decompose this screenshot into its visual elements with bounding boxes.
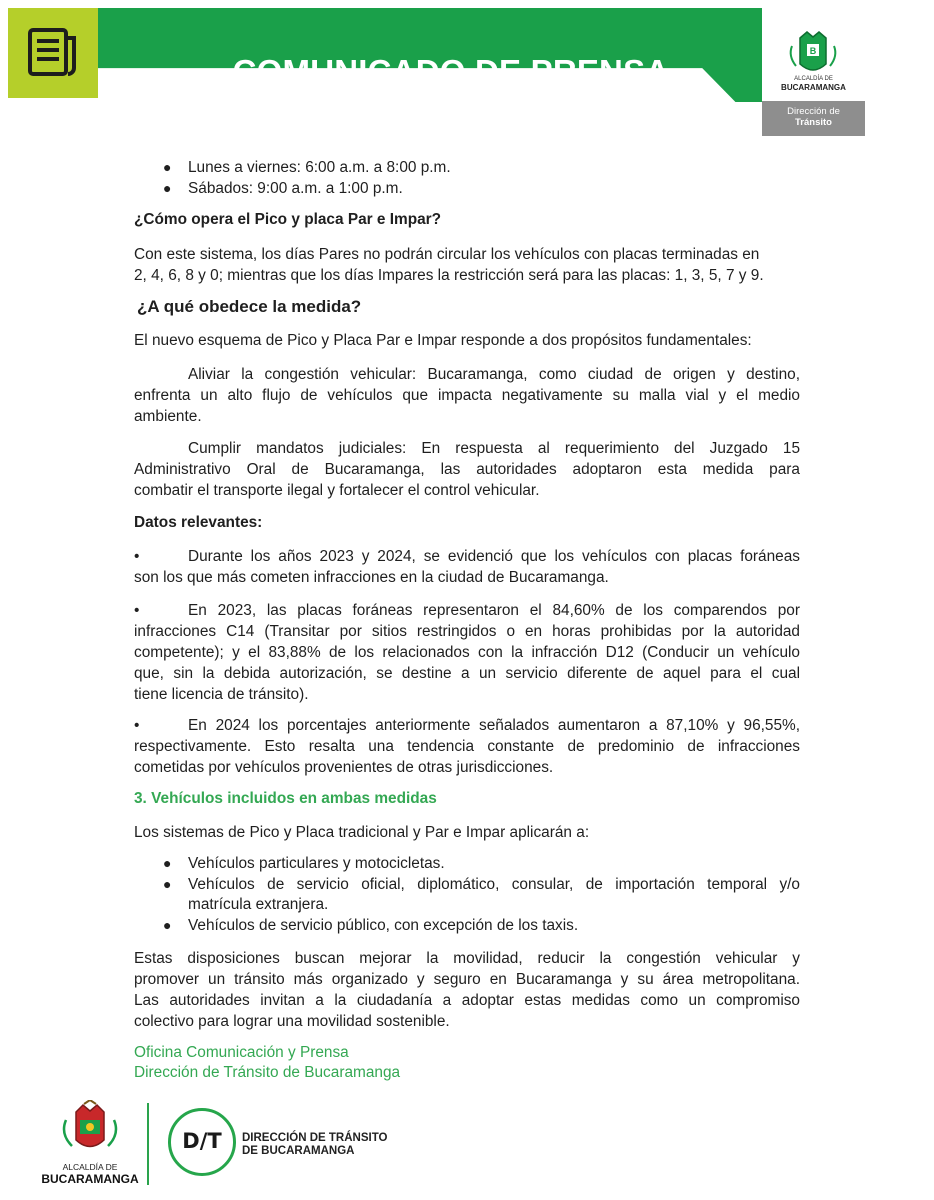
list-item-line: Durante los años 2023 y 2024, se evidenció que los vehículos con placas foráneas [188, 548, 800, 565]
section-heading-datos: Datos relevantes: [134, 514, 263, 531]
list-item-line: Aliviar la congestión vehicular: Bucaramanga, como ciudad de origen y destino, [188, 366, 800, 383]
paragraph-line: Con este sistema, los días Pares no podrán circular los vehículos con placas terminadas en [134, 246, 760, 263]
list-item-line: ambiente. [134, 408, 202, 425]
paragraph-line: colectivo para lograr una movilidad sostenible. [134, 1013, 450, 1030]
list-item-line: son los que más cometen infracciones en la ciudad de Bucaramanga. [134, 569, 609, 586]
schedule-item: Lunes a viernes: 6:00 a.m. a 8:00 p.m. [188, 159, 451, 176]
page-title: COMUNICADO DE PRENSA [232, 53, 670, 90]
paragraph-line: Las autoridades invitan a la ciudadanía a adoptar estas medidas como un compromiso [134, 992, 800, 1009]
paragraph-line: Estas disposiciones buscan mejorar la movilidad, reducir la congestión vehicular y [134, 950, 800, 967]
list-item-line: infracciones C14 (Transitar por sitios restringidos o en horas prohibidas por la autoridad [134, 623, 800, 640]
list-item-line: tiene licencia de tránsito). [134, 686, 309, 703]
signature-office: Oficina Comunicación y Prensa [134, 1044, 349, 1061]
footer-alcaldia-name: BUCARAMANGA [41, 1172, 139, 1186]
schedule-bullet-1: ● [163, 159, 172, 175]
list-item-line: Administrativo Oral de Bucaramanga, las autoridades adoptaron esta medida para [134, 461, 800, 478]
paragraph-line: El nuevo esquema de Pico y Placa Par e Impar responde a dos propósitos fundamentales: [134, 332, 752, 349]
vehiculos-bullet-1: ● [163, 855, 172, 871]
list-item-line: combatir el transporte ilegal y fortalecer el control vehicular. [134, 482, 540, 499]
vehiculos-bullet-3: ● [163, 917, 172, 933]
transito-seal [168, 1108, 236, 1176]
list-symbol: • [134, 717, 140, 734]
direccion-line2: Tránsito [795, 117, 832, 128]
list-item-line: que, sin la debida autorización, se destine a un servicio diferente de aquel para el cual [134, 665, 800, 682]
direccion-transito-badge [762, 101, 865, 136]
list-symbol: • [134, 548, 140, 565]
footer-dt-line1: DIRECCIÓN DE TRÁNSITO [242, 1132, 388, 1144]
list-item: Vehículos de servicio público, con excepción de los taxis. [188, 917, 579, 934]
vehiculos-bullet-2: ● [163, 876, 172, 892]
schedule-bullet-2: ● [163, 180, 172, 196]
footer-alcaldia-caption: ALCALDÍA DE [62, 1162, 118, 1172]
alcaldia-caption: ALCALDÍA DE [794, 76, 833, 82]
list-item-line: enfrenta un alto flujo de vehículos que impacta negativamente su malla vial y el medio [134, 387, 800, 404]
section-heading-como: ¿Cómo opera el Pico y placa Par e Impar? [134, 211, 442, 228]
list-item: Vehículos de servicio oficial, diplomático, consular, de importación temporal y/o [188, 876, 800, 893]
list-item-line: respectivamente. Esto resalta una tendencia constante de predominio de infracciones [134, 738, 800, 755]
list-item-line: cometidas por vehículos provenientes de otras jurisdicciones. [134, 759, 554, 776]
signature-direction: Dirección de Tránsito de Bucaramanga [134, 1064, 401, 1081]
list-item: Vehículos particulares y motocicletas. [188, 855, 445, 872]
list-item-line: En 2023, las placas foráneas representaron el 84,60% de los comparendos por [188, 602, 800, 619]
footer-dt-line2: DE BUCARAMANGA [242, 1145, 355, 1157]
paragraph-line: Los sistemas de Pico y Placa tradicional y Par e Impar aplicarán a: [134, 824, 590, 841]
header-icon-box [8, 8, 98, 98]
footer-separator [147, 1103, 149, 1185]
section-heading-vehiculos: 3. Vehículos incluidos en ambas medidas [134, 790, 437, 807]
transito-seal-letters: D/T [182, 1129, 222, 1153]
coat-of-arms-icon [40, 1100, 140, 1160]
paragraph-line: promover un tránsito más organizado y seguro en Bucaramanga y su área metropolitana. [134, 971, 800, 988]
paragraph-line: 2, 4, 6, 8 y 0; mientras que los días Impares la restricción será para las placas: 1, 3, 5, 7 y 9. [134, 267, 764, 284]
list-item-line: competente); y el 83,88% de los relacionados con la infracción D12 (Conducir un vehículo [134, 644, 800, 661]
list-symbol: • [134, 602, 140, 619]
schedule-item: Sábados: 9:00 a.m. a 1:00 p.m. [188, 180, 403, 197]
list-item-line: En 2024 los porcentajes anteriormente señalados aumentaron a 87,10% y 96,55%, [188, 717, 800, 734]
svg-text:B: B [809, 46, 817, 56]
direccion-line1: Dirección de [787, 106, 840, 117]
alcaldia-footer-logo [40, 1100, 140, 1186]
section-heading-obedece: ¿A qué obedece la medida? [137, 297, 362, 316]
alcaldia-header-logo [762, 8, 865, 101]
document-icon [8, 8, 98, 98]
list-item: matrícula extranjera. [188, 896, 329, 913]
alcaldia-name: BUCARAMANGA [781, 83, 846, 92]
list-item-line: Cumplir mandatos judiciales: En respuesta al requerimiento del Juzgado 15 [188, 440, 800, 457]
